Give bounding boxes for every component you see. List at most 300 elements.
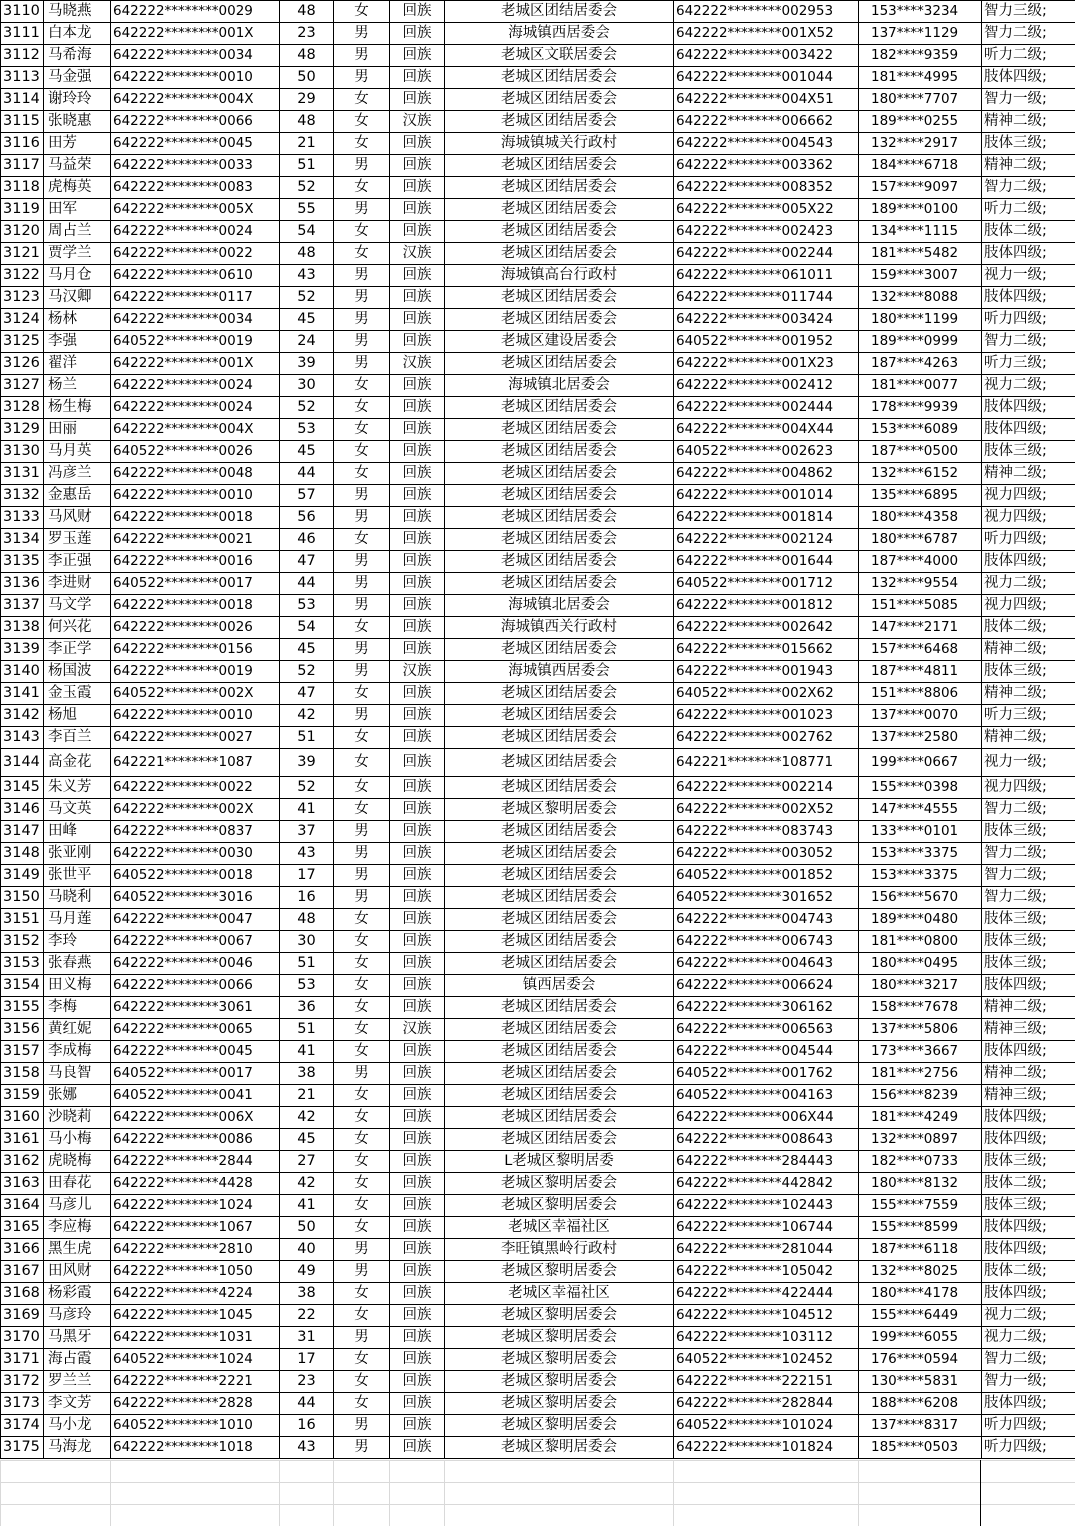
id-number-cell[interactable]: 642222********0016 xyxy=(111,551,280,573)
id-number-cell[interactable]: 640522********1024 xyxy=(111,1349,280,1371)
gender-cell[interactable]: 女 xyxy=(334,1173,390,1195)
id-number-cell[interactable]: 642222********4428 xyxy=(111,1173,280,1195)
certificate-number-cell[interactable]: 642222********004643 xyxy=(674,953,859,975)
ethnicity-cell[interactable]: 回族 xyxy=(390,1283,445,1305)
id-number-cell[interactable]: 642222********0018 xyxy=(111,595,280,617)
certificate-number-cell[interactable]: 642222********002642 xyxy=(674,617,859,639)
phone-cell[interactable]: 180****4178 xyxy=(859,1283,982,1305)
row-number-cell[interactable]: 3127 xyxy=(1,375,44,397)
disability-level-cell[interactable]: 智力二级; xyxy=(982,331,1075,353)
ethnicity-cell[interactable]: 回族 xyxy=(390,199,445,221)
phone-cell[interactable]: 132****8088 xyxy=(859,287,982,309)
row-number-cell[interactable]: 3142 xyxy=(1,705,44,727)
row-number-cell[interactable]: 3135 xyxy=(1,551,44,573)
row-number-cell[interactable]: 3173 xyxy=(1,1393,44,1415)
gender-cell[interactable]: 男 xyxy=(334,287,390,309)
row-number-cell[interactable]: 3159 xyxy=(1,1085,44,1107)
id-number-cell[interactable]: 642222********0047 xyxy=(111,909,280,931)
community-cell[interactable]: 老城区团结居委会 xyxy=(445,1085,674,1107)
id-number-cell[interactable]: 642222********0610 xyxy=(111,265,280,287)
phone-cell[interactable]: 199****6055 xyxy=(859,1327,982,1349)
community-cell[interactable]: 海城镇北居委会 xyxy=(445,375,674,397)
certificate-number-cell[interactable]: 642222********006662 xyxy=(674,111,859,133)
disability-level-cell[interactable]: 智力二级; xyxy=(982,865,1075,887)
id-number-cell[interactable]: 642222********0026 xyxy=(111,617,280,639)
certificate-number-cell[interactable]: 640522********001952 xyxy=(674,331,859,353)
id-number-cell[interactable]: 642222********2844 xyxy=(111,1151,280,1173)
disability-level-cell[interactable]: 肢体四级; xyxy=(982,419,1075,441)
gender-cell[interactable]: 女 xyxy=(334,1393,390,1415)
community-cell[interactable]: 老城区团结居委会 xyxy=(445,287,674,309)
community-cell[interactable]: 老城区团结居委会 xyxy=(445,821,674,843)
row-number-cell[interactable]: 3170 xyxy=(1,1327,44,1349)
ethnicity-cell[interactable]: 回族 xyxy=(390,1217,445,1239)
ethnicity-cell[interactable]: 回族 xyxy=(390,617,445,639)
age-cell[interactable]: 51 xyxy=(280,727,334,749)
phone-cell[interactable]: 157****9097 xyxy=(859,177,982,199)
ethnicity-cell[interactable]: 回族 xyxy=(390,749,445,777)
disability-level-cell[interactable]: 肢体四级; xyxy=(982,975,1075,997)
ethnicity-cell[interactable]: 回族 xyxy=(390,777,445,799)
gender-cell[interactable]: 女 xyxy=(334,243,390,265)
disability-level-cell[interactable]: 肢体二级; xyxy=(982,221,1075,243)
row-number-cell[interactable]: 3137 xyxy=(1,595,44,617)
gender-cell[interactable]: 女 xyxy=(334,1129,390,1151)
community-cell[interactable]: 老城区团结居委会 xyxy=(445,89,674,111)
certificate-number-cell[interactable]: 642222********001023 xyxy=(674,705,859,727)
phone-cell[interactable]: 159****3007 xyxy=(859,265,982,287)
disability-level-cell[interactable]: 精神二级; xyxy=(982,463,1075,485)
name-cell[interactable]: 金玉霞 xyxy=(44,683,111,705)
disability-level-cell[interactable]: 听力三级; xyxy=(982,353,1075,375)
name-cell[interactable]: 冯彦兰 xyxy=(44,463,111,485)
row-number-cell[interactable]: 3175 xyxy=(1,1437,44,1459)
phone-cell[interactable]: 137****1129 xyxy=(859,23,982,45)
phone-cell[interactable]: 180****0495 xyxy=(859,953,982,975)
disability-level-cell[interactable]: 视力四级; xyxy=(982,507,1075,529)
name-cell[interactable]: 高金花 xyxy=(44,749,111,777)
phone-cell[interactable]: 137****2580 xyxy=(859,727,982,749)
ethnicity-cell[interactable]: 回族 xyxy=(390,1151,445,1173)
id-number-cell[interactable]: 642222********0019 xyxy=(111,661,280,683)
age-cell[interactable]: 38 xyxy=(280,1063,334,1085)
community-cell[interactable]: 海城镇北居委会 xyxy=(445,595,674,617)
row-number-cell[interactable]: 3119 xyxy=(1,199,44,221)
id-number-cell[interactable]: 642222********0010 xyxy=(111,67,280,89)
id-number-cell[interactable]: 642222********0066 xyxy=(111,111,280,133)
community-cell[interactable]: 老城区团结居委会 xyxy=(445,573,674,595)
age-cell[interactable]: 45 xyxy=(280,639,334,661)
gender-cell[interactable]: 女 xyxy=(334,177,390,199)
disability-level-cell[interactable]: 肢体四级; xyxy=(982,1239,1075,1261)
row-number-cell[interactable]: 3150 xyxy=(1,887,44,909)
row-number-cell[interactable]: 3152 xyxy=(1,931,44,953)
age-cell[interactable]: 41 xyxy=(280,1195,334,1217)
certificate-number-cell[interactable]: 640522********004163 xyxy=(674,1085,859,1107)
disability-level-cell[interactable]: 智力二级; xyxy=(982,23,1075,45)
id-number-cell[interactable]: 642222********1018 xyxy=(111,1437,280,1459)
id-number-cell[interactable]: 640522********1010 xyxy=(111,1415,280,1437)
disability-level-cell[interactable]: 精神二级; xyxy=(982,111,1075,133)
disability-level-cell[interactable]: 肢体二级; xyxy=(982,1261,1075,1283)
row-number-cell[interactable]: 3161 xyxy=(1,1129,44,1151)
gender-cell[interactable]: 女 xyxy=(334,683,390,705)
ethnicity-cell[interactable]: 回族 xyxy=(390,551,445,573)
disability-level-cell[interactable]: 精神三级; xyxy=(982,1019,1075,1041)
phone-cell[interactable]: 156****8239 xyxy=(859,1085,982,1107)
row-number-cell[interactable]: 3163 xyxy=(1,1173,44,1195)
gender-cell[interactable]: 女 xyxy=(334,463,390,485)
disability-level-cell[interactable]: 视力四级; xyxy=(982,777,1075,799)
id-number-cell[interactable]: 642222********0022 xyxy=(111,777,280,799)
row-number-cell[interactable]: 3155 xyxy=(1,997,44,1019)
gender-cell[interactable]: 女 xyxy=(334,727,390,749)
id-number-cell[interactable]: 642222********1045 xyxy=(111,1305,280,1327)
certificate-number-cell[interactable]: 640522********002623 xyxy=(674,441,859,463)
age-cell[interactable]: 50 xyxy=(280,67,334,89)
phone-cell[interactable]: 182****0733 xyxy=(859,1151,982,1173)
certificate-number-cell[interactable]: 642222********001943 xyxy=(674,661,859,683)
gender-cell[interactable]: 女 xyxy=(334,749,390,777)
community-cell[interactable]: 老城区团结居委会 xyxy=(445,1063,674,1085)
certificate-number-cell[interactable]: 642222********061011 xyxy=(674,265,859,287)
id-number-cell[interactable]: 642222********0083 xyxy=(111,177,280,199)
gender-cell[interactable]: 男 xyxy=(334,331,390,353)
disability-level-cell[interactable]: 视力四级; xyxy=(982,485,1075,507)
gender-cell[interactable]: 女 xyxy=(334,617,390,639)
phone-cell[interactable]: 182****9359 xyxy=(859,45,982,67)
gender-cell[interactable]: 女 xyxy=(334,419,390,441)
id-number-cell[interactable]: 642222********0065 xyxy=(111,1019,280,1041)
name-cell[interactable]: 马晓燕 xyxy=(44,1,111,23)
id-number-cell[interactable]: 642222********0024 xyxy=(111,397,280,419)
name-cell[interactable]: 田军 xyxy=(44,199,111,221)
community-cell[interactable]: 老城区团结居委会 xyxy=(445,997,674,1019)
ethnicity-cell[interactable]: 回族 xyxy=(390,375,445,397)
row-number-cell[interactable]: 3116 xyxy=(1,133,44,155)
id-number-cell[interactable]: 642222********0034 xyxy=(111,309,280,331)
name-cell[interactable]: 田峰 xyxy=(44,821,111,843)
gender-cell[interactable]: 女 xyxy=(334,111,390,133)
certificate-number-cell[interactable]: 642222********002124 xyxy=(674,529,859,551)
gender-cell[interactable]: 女 xyxy=(334,1107,390,1129)
id-number-cell[interactable]: 640522********0019 xyxy=(111,331,280,353)
certificate-number-cell[interactable]: 642222********422444 xyxy=(674,1283,859,1305)
phone-cell[interactable]: 153****3375 xyxy=(859,865,982,887)
certificate-number-cell[interactable]: 642222********083743 xyxy=(674,821,859,843)
disability-level-cell[interactable]: 精神二级; xyxy=(982,683,1075,705)
disability-level-cell[interactable]: 肢体三级; xyxy=(982,1151,1075,1173)
id-number-cell[interactable]: 642222********2828 xyxy=(111,1393,280,1415)
name-cell[interactable]: 李正强 xyxy=(44,551,111,573)
name-cell[interactable]: 李正学 xyxy=(44,639,111,661)
disability-level-cell[interactable]: 听力四级; xyxy=(982,1437,1075,1459)
row-number-cell[interactable]: 3153 xyxy=(1,953,44,975)
community-cell[interactable]: L老城区黎明居委 xyxy=(445,1151,674,1173)
disability-level-cell[interactable]: 智力一级; xyxy=(982,89,1075,111)
community-cell[interactable]: 老城区团结居委会 xyxy=(445,1041,674,1063)
gender-cell[interactable]: 男 xyxy=(334,573,390,595)
disability-level-cell[interactable]: 肢体四级; xyxy=(982,1283,1075,1305)
disability-level-cell[interactable]: 智力二级; xyxy=(982,887,1075,909)
name-cell[interactable]: 田风财 xyxy=(44,1261,111,1283)
id-number-cell[interactable]: 642222********006X xyxy=(111,1107,280,1129)
phone-cell[interactable]: 180****3217 xyxy=(859,975,982,997)
ethnicity-cell[interactable]: 回族 xyxy=(390,683,445,705)
age-cell[interactable]: 17 xyxy=(280,1349,334,1371)
phone-cell[interactable]: 178****9939 xyxy=(859,397,982,419)
gender-cell[interactable]: 女 xyxy=(334,909,390,931)
name-cell[interactable]: 马金强 xyxy=(44,67,111,89)
certificate-number-cell[interactable]: 642222********222151 xyxy=(674,1371,859,1393)
id-number-cell[interactable]: 642222********0018 xyxy=(111,507,280,529)
name-cell[interactable]: 马晓利 xyxy=(44,887,111,909)
gender-cell[interactable]: 女 xyxy=(334,133,390,155)
phone-cell[interactable]: 187****4000 xyxy=(859,551,982,573)
row-number-cell[interactable]: 3115 xyxy=(1,111,44,133)
gender-cell[interactable]: 女 xyxy=(334,1151,390,1173)
phone-cell[interactable]: 132****0897 xyxy=(859,1129,982,1151)
row-number-cell[interactable]: 3139 xyxy=(1,639,44,661)
id-number-cell[interactable]: 640522********0017 xyxy=(111,573,280,595)
disability-level-cell[interactable]: 精神二级; xyxy=(982,639,1075,661)
community-cell[interactable]: 老城区团结居委会 xyxy=(445,529,674,551)
age-cell[interactable]: 41 xyxy=(280,799,334,821)
age-cell[interactable]: 40 xyxy=(280,1239,334,1261)
community-cell[interactable]: 老城区团结居委会 xyxy=(445,551,674,573)
row-number-cell[interactable]: 3111 xyxy=(1,23,44,45)
phone-cell[interactable]: 151****8806 xyxy=(859,683,982,705)
phone-cell[interactable]: 189****0999 xyxy=(859,331,982,353)
phone-cell[interactable]: 132****8025 xyxy=(859,1261,982,1283)
id-number-cell[interactable]: 642222********0033 xyxy=(111,155,280,177)
id-number-cell[interactable]: 642222********0010 xyxy=(111,705,280,727)
community-cell[interactable]: 老城区文联居委会 xyxy=(445,45,674,67)
gender-cell[interactable]: 男 xyxy=(334,1327,390,1349)
disability-level-cell[interactable]: 肢体四级; xyxy=(982,287,1075,309)
name-cell[interactable]: 李梅 xyxy=(44,997,111,1019)
disability-level-cell[interactable]: 肢体四级; xyxy=(982,1393,1075,1415)
row-number-cell[interactable]: 3167 xyxy=(1,1261,44,1283)
certificate-number-cell[interactable]: 642222********004543 xyxy=(674,133,859,155)
id-number-cell[interactable]: 642222********0117 xyxy=(111,287,280,309)
ethnicity-cell[interactable]: 回族 xyxy=(390,1063,445,1085)
community-cell[interactable]: 老城区团结居委会 xyxy=(445,931,674,953)
phone-cell[interactable]: 180****6787 xyxy=(859,529,982,551)
disability-level-cell[interactable]: 智力一级; xyxy=(982,1371,1075,1393)
name-cell[interactable]: 李百兰 xyxy=(44,727,111,749)
phone-cell[interactable]: 181****0077 xyxy=(859,375,982,397)
row-number-cell[interactable]: 3143 xyxy=(1,727,44,749)
name-cell[interactable]: 金惠岳 xyxy=(44,485,111,507)
disability-level-cell[interactable]: 肢体三级; xyxy=(982,133,1075,155)
disability-level-cell[interactable]: 肢体四级; xyxy=(982,1129,1075,1151)
id-number-cell[interactable]: 640522********0017 xyxy=(111,1063,280,1085)
phone-cell[interactable]: 153****3234 xyxy=(859,1,982,23)
name-cell[interactable]: 翟洋 xyxy=(44,353,111,375)
age-cell[interactable]: 21 xyxy=(280,133,334,155)
age-cell[interactable]: 50 xyxy=(280,1217,334,1239)
phone-cell[interactable]: 137****8317 xyxy=(859,1415,982,1437)
community-cell[interactable]: 老城区团结居委会 xyxy=(445,1,674,23)
gender-cell[interactable]: 女 xyxy=(334,1195,390,1217)
phone-cell[interactable]: 187****4811 xyxy=(859,661,982,683)
community-cell[interactable]: 老城区团结居委会 xyxy=(445,485,674,507)
name-cell[interactable]: 马文英 xyxy=(44,799,111,821)
age-cell[interactable]: 53 xyxy=(280,419,334,441)
ethnicity-cell[interactable]: 回族 xyxy=(390,1437,445,1459)
certificate-number-cell[interactable]: 642222********001X52 xyxy=(674,23,859,45)
community-cell[interactable]: 老城区团结居委会 xyxy=(445,419,674,441)
row-number-cell[interactable]: 3154 xyxy=(1,975,44,997)
ethnicity-cell[interactable]: 回族 xyxy=(390,573,445,595)
disability-level-cell[interactable]: 肢体四级; xyxy=(982,1107,1075,1129)
disability-level-cell[interactable]: 肢体三级; xyxy=(982,441,1075,463)
phone-cell[interactable]: 147****4555 xyxy=(859,799,982,821)
community-cell[interactable]: 老城区团结居委会 xyxy=(445,777,674,799)
ethnicity-cell[interactable]: 回族 xyxy=(390,705,445,727)
row-number-cell[interactable]: 3133 xyxy=(1,507,44,529)
gender-cell[interactable]: 男 xyxy=(334,265,390,287)
gender-cell[interactable]: 男 xyxy=(334,661,390,683)
name-cell[interactable]: 杨国波 xyxy=(44,661,111,683)
name-cell[interactable]: 马彦儿 xyxy=(44,1195,111,1217)
phone-cell[interactable]: 187****4263 xyxy=(859,353,982,375)
ethnicity-cell[interactable]: 回族 xyxy=(390,485,445,507)
certificate-number-cell[interactable]: 642222********001644 xyxy=(674,551,859,573)
disability-level-cell[interactable]: 视力四级; xyxy=(982,595,1075,617)
id-number-cell[interactable]: 642222********0046 xyxy=(111,953,280,975)
name-cell[interactable]: 杨林 xyxy=(44,309,111,331)
row-number-cell[interactable]: 3156 xyxy=(1,1019,44,1041)
community-cell[interactable]: 老城区团结居委会 xyxy=(445,865,674,887)
row-number-cell[interactable]: 3118 xyxy=(1,177,44,199)
community-cell[interactable]: 海城镇西居委会 xyxy=(445,23,674,45)
row-number-cell[interactable]: 3121 xyxy=(1,243,44,265)
id-number-cell[interactable]: 642222********0021 xyxy=(111,529,280,551)
id-number-cell[interactable]: 642222********002X xyxy=(111,799,280,821)
community-cell[interactable]: 老城区团结居委会 xyxy=(445,705,674,727)
id-number-cell[interactable]: 642222********0045 xyxy=(111,1041,280,1063)
certificate-number-cell[interactable]: 642222********002423 xyxy=(674,221,859,243)
name-cell[interactable]: 马良智 xyxy=(44,1063,111,1085)
certificate-number-cell[interactable]: 642222********103112 xyxy=(674,1327,859,1349)
name-cell[interactable]: 罗玉莲 xyxy=(44,529,111,551)
name-cell[interactable]: 张春燕 xyxy=(44,953,111,975)
age-cell[interactable]: 56 xyxy=(280,507,334,529)
ethnicity-cell[interactable]: 回族 xyxy=(390,931,445,953)
disability-level-cell[interactable]: 听力二级; xyxy=(982,45,1075,67)
name-cell[interactable]: 杨生梅 xyxy=(44,397,111,419)
row-number-cell[interactable]: 3146 xyxy=(1,799,44,821)
community-cell[interactable]: 老城区黎明居委会 xyxy=(445,1437,674,1459)
ethnicity-cell[interactable]: 回族 xyxy=(390,133,445,155)
phone-cell[interactable]: 151****5085 xyxy=(859,595,982,617)
certificate-number-cell[interactable]: 642222********008352 xyxy=(674,177,859,199)
phone-cell[interactable]: 155****8599 xyxy=(859,1217,982,1239)
certificate-number-cell[interactable]: 640522********001712 xyxy=(674,573,859,595)
name-cell[interactable]: 马小梅 xyxy=(44,1129,111,1151)
certificate-number-cell[interactable]: 642222********006X44 xyxy=(674,1107,859,1129)
disability-level-cell[interactable]: 精神二级; xyxy=(982,1063,1075,1085)
gender-cell[interactable]: 女 xyxy=(334,1041,390,1063)
disability-level-cell[interactable]: 听力四级; xyxy=(982,1415,1075,1437)
phone-cell[interactable]: 132****9554 xyxy=(859,573,982,595)
disability-level-cell[interactable]: 肢体三级; xyxy=(982,661,1075,683)
row-number-cell[interactable]: 3120 xyxy=(1,221,44,243)
row-number-cell[interactable]: 3140 xyxy=(1,661,44,683)
name-cell[interactable]: 李成梅 xyxy=(44,1041,111,1063)
row-number-cell[interactable]: 3147 xyxy=(1,821,44,843)
gender-cell[interactable]: 女 xyxy=(334,931,390,953)
gender-cell[interactable]: 女 xyxy=(334,1371,390,1393)
disability-level-cell[interactable]: 肢体二级; xyxy=(982,617,1075,639)
certificate-number-cell[interactable]: 642222********006624 xyxy=(674,975,859,997)
id-number-cell[interactable]: 642222********0067 xyxy=(111,931,280,953)
community-cell[interactable]: 老城区黎明居委会 xyxy=(445,1415,674,1437)
ethnicity-cell[interactable]: 回族 xyxy=(390,397,445,419)
certificate-number-cell[interactable]: 642222********004X44 xyxy=(674,419,859,441)
row-number-cell[interactable]: 3124 xyxy=(1,309,44,331)
community-cell[interactable]: 老城区团结居委会 xyxy=(445,353,674,375)
community-cell[interactable]: 老城区团结居委会 xyxy=(445,199,674,221)
gender-cell[interactable]: 女 xyxy=(334,953,390,975)
id-number-cell[interactable]: 642222********0022 xyxy=(111,243,280,265)
phone-cell[interactable]: 189****0255 xyxy=(859,111,982,133)
community-cell[interactable]: 老城区团结居委会 xyxy=(445,507,674,529)
community-cell[interactable]: 李旺镇黑岭行政村 xyxy=(445,1239,674,1261)
name-cell[interactable]: 田义梅 xyxy=(44,975,111,997)
disability-level-cell[interactable]: 视力二级; xyxy=(982,1327,1075,1349)
disability-level-cell[interactable]: 智力二级; xyxy=(982,799,1075,821)
age-cell[interactable]: 53 xyxy=(280,595,334,617)
name-cell[interactable]: 张亚刚 xyxy=(44,843,111,865)
age-cell[interactable]: 27 xyxy=(280,1151,334,1173)
community-cell[interactable]: 老城区黎明居委会 xyxy=(445,1195,674,1217)
gender-cell[interactable]: 男 xyxy=(334,1239,390,1261)
name-cell[interactable]: 周占兰 xyxy=(44,221,111,243)
ethnicity-cell[interactable]: 回族 xyxy=(390,221,445,243)
row-number-cell[interactable]: 3168 xyxy=(1,1283,44,1305)
row-number-cell[interactable]: 3166 xyxy=(1,1239,44,1261)
phone-cell[interactable]: 157****6468 xyxy=(859,639,982,661)
community-cell[interactable]: 老城区团结居委会 xyxy=(445,749,674,777)
phone-cell[interactable]: 135****6895 xyxy=(859,485,982,507)
ethnicity-cell[interactable]: 回族 xyxy=(390,821,445,843)
id-number-cell[interactable]: 640522********002X xyxy=(111,683,280,705)
name-cell[interactable]: 虎梅英 xyxy=(44,177,111,199)
ethnicity-cell[interactable]: 回族 xyxy=(390,1305,445,1327)
phone-cell[interactable]: 133****0101 xyxy=(859,821,982,843)
phone-cell[interactable]: 185****0503 xyxy=(859,1437,982,1459)
gender-cell[interactable]: 男 xyxy=(334,507,390,529)
id-number-cell[interactable]: 642222********4224 xyxy=(111,1283,280,1305)
ethnicity-cell[interactable]: 回族 xyxy=(390,287,445,309)
certificate-number-cell[interactable]: 642222********003052 xyxy=(674,843,859,865)
certificate-number-cell[interactable]: 642222********001044 xyxy=(674,67,859,89)
age-cell[interactable]: 43 xyxy=(280,843,334,865)
disability-level-cell[interactable]: 精神二级; xyxy=(982,997,1075,1019)
row-number-cell[interactable]: 3117 xyxy=(1,155,44,177)
certificate-number-cell[interactable]: 642222********002X52 xyxy=(674,799,859,821)
row-number-cell[interactable]: 3169 xyxy=(1,1305,44,1327)
certificate-number-cell[interactable]: 642222********006563 xyxy=(674,1019,859,1041)
disability-level-cell[interactable]: 精神二级; xyxy=(982,727,1075,749)
ethnicity-cell[interactable]: 回族 xyxy=(390,529,445,551)
community-cell[interactable]: 海城镇城关行政村 xyxy=(445,133,674,155)
disability-level-cell[interactable]: 肢体二级; xyxy=(982,1173,1075,1195)
disability-level-cell[interactable]: 智力二级; xyxy=(982,843,1075,865)
